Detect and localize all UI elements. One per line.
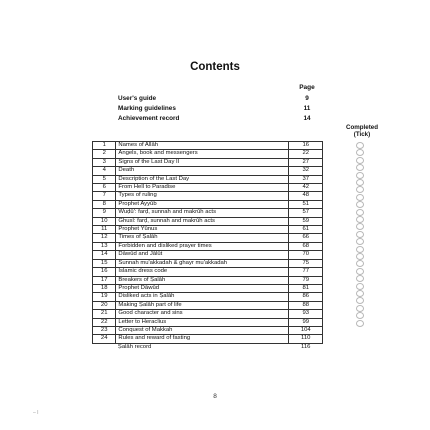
table-row — [93, 276, 323, 284]
tick-label: (Tick) — [353, 131, 371, 138]
chapter-number: 24 — [93, 335, 116, 343]
table-row — [93, 209, 323, 217]
chapter-title: Forbidden and disliked prayer times — [116, 242, 289, 250]
completed-label: Completed — [346, 124, 378, 131]
page-number: 8 — [213, 393, 217, 400]
front-matter-item — [118, 104, 322, 114]
chapter-page: 22 — [289, 150, 323, 158]
chapter-page: 79 — [289, 276, 323, 284]
chapter-title: Wuḍū': farḍ, sunnah and makrūh acts — [116, 209, 289, 217]
table-row — [93, 259, 323, 267]
chapter-number: 10 — [93, 217, 116, 225]
front-matter-label: Marking guidelines — [118, 105, 176, 112]
contents-table — [92, 141, 323, 351]
chapter-number: 8 — [93, 200, 116, 208]
completed-tick-circle[interactable] — [356, 268, 364, 275]
chapter-title: Types of ruling — [116, 192, 289, 200]
chapter-page: 75 — [289, 259, 323, 267]
completed-tick-circle[interactable] — [356, 194, 364, 201]
table-row — [93, 310, 323, 318]
chapter-number: 12 — [93, 234, 116, 242]
chapter-title: Disliked acts in Ṣalāh — [116, 293, 289, 301]
chapter-page: 61 — [289, 226, 323, 234]
front-matter-list — [118, 94, 322, 124]
chapter-title: Breakers of Ṣalāh — [116, 276, 289, 284]
chapter-title: Prophet Dāwūd — [116, 284, 289, 292]
completed-tick-circle[interactable] — [356, 231, 364, 238]
chapter-number: 11 — [93, 226, 116, 234]
chapter-title: Angels, book and messengers — [116, 150, 289, 158]
chapter-page: 81 — [289, 284, 323, 292]
chapter-page: 48 — [289, 192, 323, 200]
chapter-title: Signs of the Last Day II — [116, 158, 289, 166]
completed-tick-circle[interactable] — [356, 186, 364, 193]
chapter-number: 22 — [93, 318, 116, 326]
chapter-number: 21 — [93, 310, 116, 318]
chapter-page: 86 — [289, 293, 323, 301]
chapter-title: Conquest of Makkah — [116, 326, 289, 334]
table-row — [93, 192, 323, 200]
front-matter-page: 11 — [303, 105, 311, 112]
chapter-number: 19 — [93, 293, 116, 301]
chapter-page: 32 — [289, 167, 323, 175]
chapter-title: Names of Allāh — [116, 142, 289, 150]
chapter-number: 13 — [93, 242, 116, 250]
chapter-page: 93 — [289, 310, 323, 318]
chapter-number: 1 — [93, 142, 116, 150]
completed-tick-circle[interactable] — [356, 209, 364, 216]
table-row — [93, 343, 323, 351]
chapter-title: Death — [116, 167, 289, 175]
chapter-page: 27 — [289, 158, 323, 166]
front-matter-label: Achievement record — [118, 115, 180, 122]
completed-tick-circle[interactable] — [356, 201, 364, 208]
table-row — [93, 167, 323, 175]
chapter-page: 57 — [289, 209, 323, 217]
table-row — [93, 217, 323, 225]
completed-tick-circle[interactable] — [356, 290, 364, 297]
table-row — [93, 175, 323, 183]
table-row — [93, 150, 323, 158]
table-row — [93, 158, 323, 166]
completed-tick-circle[interactable] — [356, 157, 364, 164]
chapter-title: Good character and sins — [116, 310, 289, 318]
table-row — [93, 184, 323, 192]
chapter-number: 15 — [93, 259, 116, 267]
chapter-title: Times of Ṣalāh — [116, 234, 289, 242]
record-title: Ṣalāh record — [117, 343, 152, 350]
table-row — [93, 335, 323, 343]
chapter-title: Letter to Heraclius — [116, 318, 289, 326]
front-matter-label: User's guide — [118, 95, 157, 102]
record-page: 116 — [301, 343, 311, 350]
chapter-title: Rules and reward of fasting — [116, 335, 289, 343]
chapter-number: 7 — [93, 192, 116, 200]
table-row — [93, 293, 323, 301]
chapter-number: 14 — [93, 251, 116, 259]
front-matter-item — [118, 114, 322, 124]
completed-tick-circle[interactable] — [356, 260, 364, 267]
chapter-number: 9 — [93, 209, 116, 217]
chapter-page: 70 — [289, 251, 323, 259]
completed-tick-circle[interactable] — [356, 246, 364, 253]
completed-tick-circle[interactable] — [356, 223, 364, 230]
table-row — [93, 284, 323, 292]
front-matter-item — [118, 94, 322, 104]
completed-tick-circle[interactable] — [356, 142, 364, 149]
chapter-number: 6 — [93, 184, 116, 192]
chapter-title: Sunnah mu'akkadah & ghayr mu'akkadah — [116, 259, 289, 267]
chapter-title: Islamic dress code — [116, 268, 289, 276]
table-row — [93, 301, 323, 309]
chapter-number: 20 — [93, 301, 116, 309]
chapter-page: 104 — [289, 326, 323, 334]
chapter-title: From Hell to Paradise — [116, 184, 289, 192]
chapter-number — [93, 343, 116, 351]
chapter-page: 110 — [289, 335, 323, 343]
chapter-number: 23 — [93, 326, 116, 334]
chapter-page: 66 — [289, 234, 323, 242]
chapter-number: 4 — [93, 167, 116, 175]
completed-tick-circle[interactable] — [356, 275, 364, 282]
front-matter-page: 9 — [305, 95, 309, 102]
table-row — [93, 142, 323, 150]
page-title: Contents — [190, 61, 240, 73]
margin-mark: – I — [33, 410, 39, 416]
completed-tick-circle[interactable] — [356, 320, 364, 327]
chapter-number: 18 — [93, 284, 116, 292]
chapter-page: 59 — [289, 217, 323, 225]
chapter-number: 3 — [93, 158, 116, 166]
chapter-title: Description of the Last Day — [116, 175, 289, 183]
chapter-page: 16 — [289, 142, 323, 150]
completed-tick-circle[interactable] — [356, 305, 364, 312]
page-column-header: Page — [299, 84, 315, 91]
table-row — [93, 234, 323, 242]
table-row — [93, 200, 323, 208]
chapter-title: Prophet Ayyūb — [116, 200, 289, 208]
completed-tick-circle[interactable] — [356, 297, 364, 304]
completed-tick-circle[interactable] — [356, 238, 364, 245]
completed-tick-circle[interactable] — [356, 179, 364, 186]
chapter-page: 51 — [289, 200, 323, 208]
table-row — [93, 226, 323, 234]
completed-tick-circle[interactable] — [356, 253, 364, 260]
chapter-title: Making Ṣalāh part of life — [116, 301, 289, 309]
table-row — [93, 326, 323, 334]
table-row — [93, 251, 323, 259]
completed-tick-circle[interactable] — [356, 149, 364, 156]
chapter-page: 68 — [289, 242, 323, 250]
chapter-page: 88 — [289, 301, 323, 309]
chapter-title: Ghusl: farḍ, sunnah and makrūh acts — [116, 217, 289, 225]
chapter-number: 5 — [93, 175, 116, 183]
front-matter-page: 14 — [303, 115, 311, 122]
chapter-page: 42 — [289, 184, 323, 192]
chapter-title: Prophet Yūnus — [116, 226, 289, 234]
table-row — [93, 268, 323, 276]
chapter-title: Dāwūd and Jālūt — [116, 251, 289, 259]
chapter-number: 17 — [93, 276, 116, 284]
completed-column-header — [334, 124, 390, 138]
table-row — [93, 242, 323, 250]
table-row — [93, 318, 323, 326]
chapter-page: 37 — [289, 175, 323, 183]
completed-tick-circle[interactable] — [356, 312, 364, 319]
chapter-number: 2 — [93, 150, 116, 158]
completed-tick-circle[interactable] — [356, 283, 364, 290]
completed-tick-circle[interactable] — [356, 216, 364, 223]
chapter-page: 77 — [289, 268, 323, 276]
completed-tick-circle[interactable] — [356, 164, 364, 171]
completed-tick-circle[interactable] — [356, 172, 364, 179]
chapter-number: 16 — [93, 268, 116, 276]
chapter-page: 99 — [289, 318, 323, 326]
